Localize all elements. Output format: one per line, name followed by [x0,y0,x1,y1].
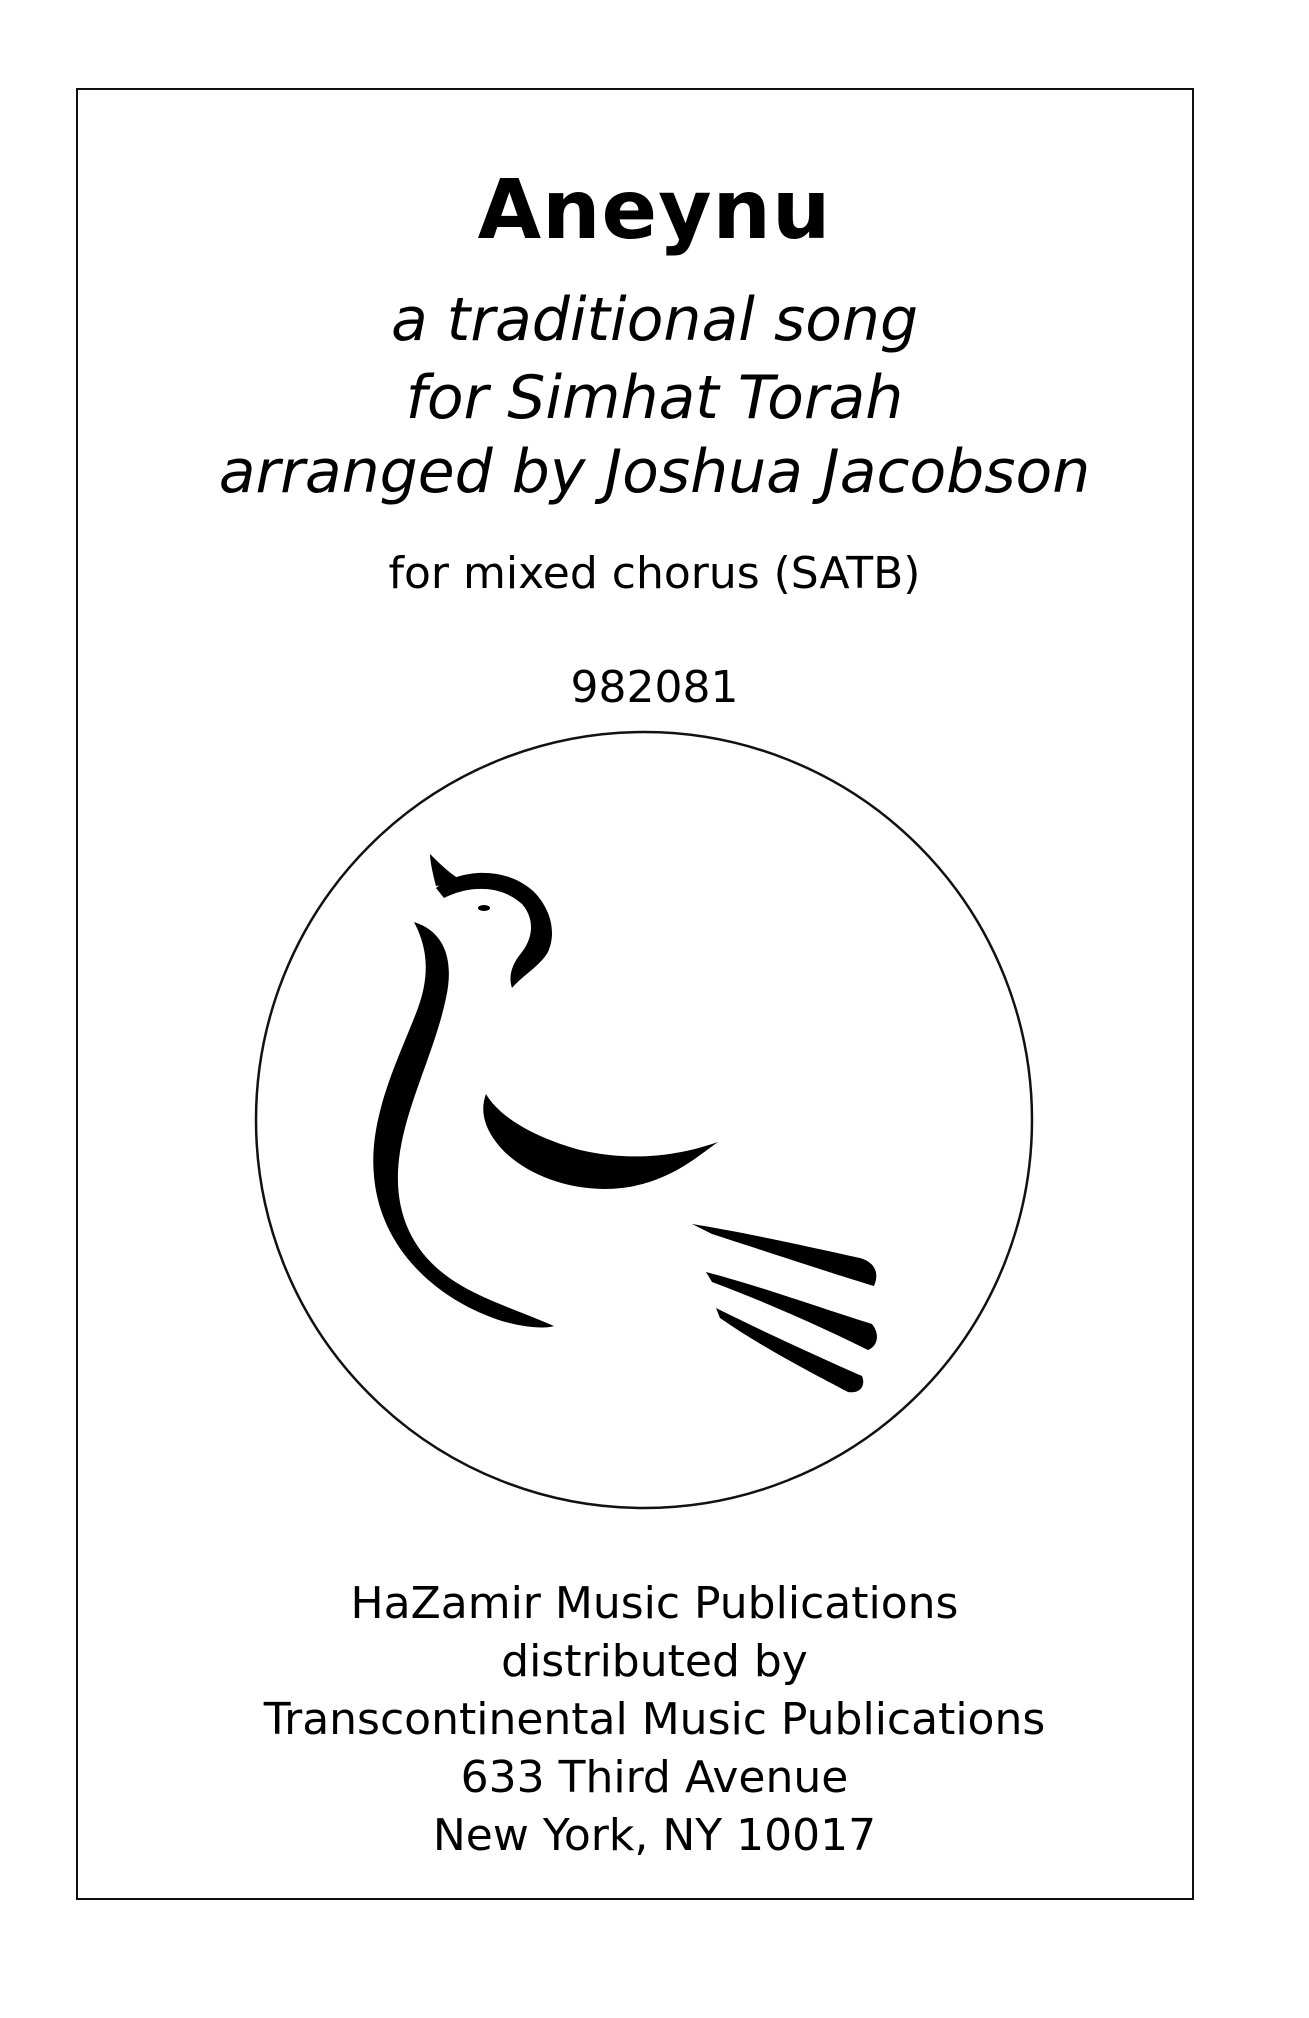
arranger-credit: arranged by Joshua Jacobson [218,437,1091,507]
address-city: New York, NY 10017 [432,1810,877,1861]
distributor-name: Transcontinental Music Publications [263,1694,1046,1745]
dove-icon [250,726,1038,1514]
subtitle-line-2: for Simhat Torah [405,363,904,433]
subtitle-line-1: a traditional song [390,285,919,355]
catalog-number: 982081 [570,662,739,713]
address-street: 633 Third Avenue [460,1752,849,1803]
publisher-name: HaZamir Music Publications [350,1578,959,1629]
voicing-text: for mixed chorus (SATB) [388,548,921,599]
song-title: Aneynu [477,163,832,258]
distributed-by-text: distributed by [501,1636,808,1687]
